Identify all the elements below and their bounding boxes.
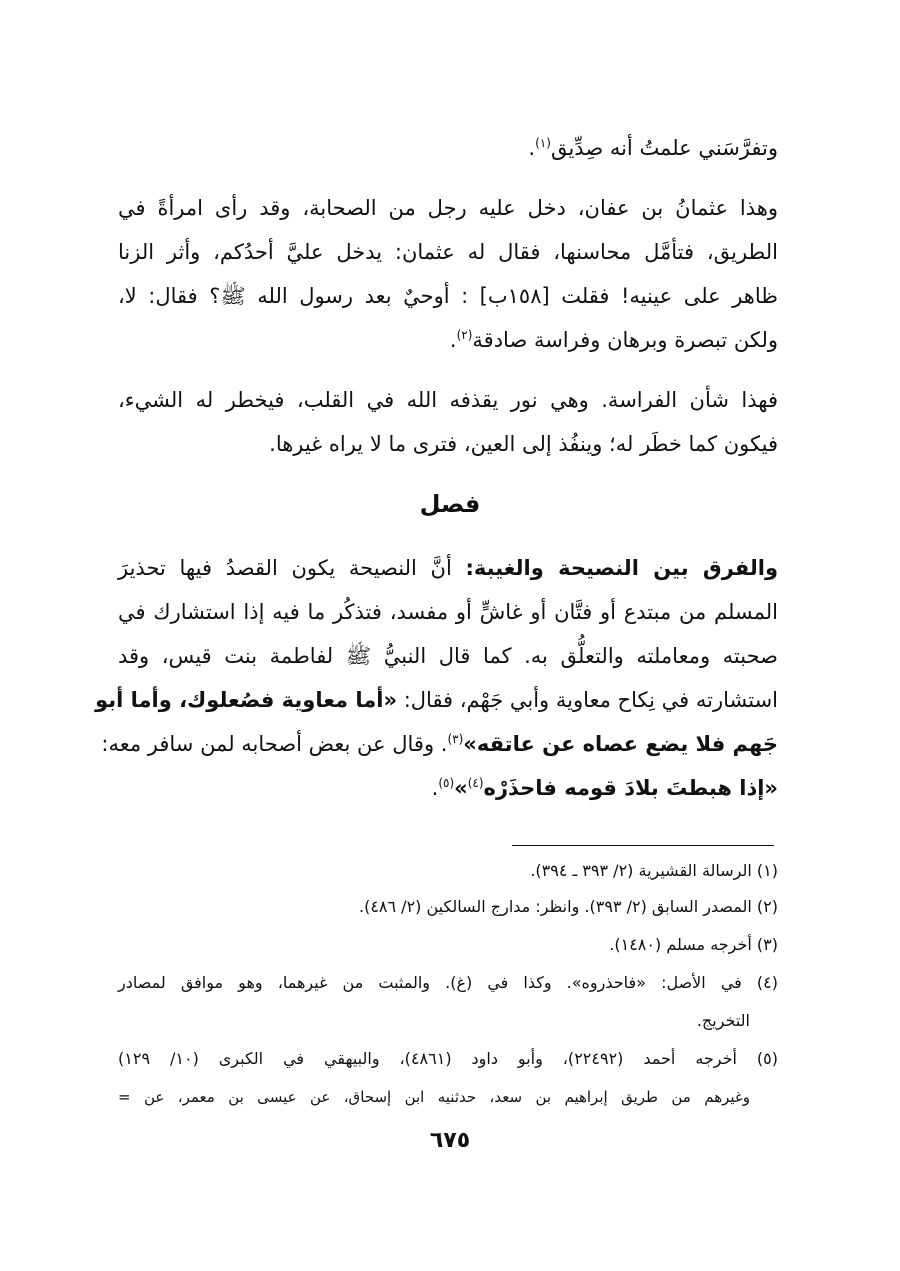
body-line: وتفرَّسَني علمتُ أنه صِدِّيق$^{(١)}$. bbox=[528, 136, 778, 160]
footnote: (١) الرسالة القشيرية (٢/ ٣٩٣ ـ ٣٩٤). bbox=[530, 861, 778, 880]
footnote-ref: (١) bbox=[535, 136, 551, 150]
footnote-ref: (٢) bbox=[456, 328, 473, 342]
body-line: استشارته في نِكاح معاوية وأبي جَهْم، فقال: «أما معاوية فصُعلوك، وأما أبو bbox=[95, 688, 778, 712]
footnote-ref: (٤) bbox=[467, 776, 484, 790]
footnote: (٢) المصدر السابق (٢/ ٣٩٣). وانظر: مدارج السالكين (٢/ ٤٨٦). bbox=[358, 897, 778, 916]
footnote: (٣) أخرجه مسلم (١٤٨٠). bbox=[609, 935, 778, 954]
body-line: وهذا عثمانُ بن عفان، دخل عليه رجل من الصحابة، وقد رأى امرأةً في bbox=[118, 196, 778, 220]
body-line: الطريق، فتأمَّل محاسنها، فقال له عثمان: يدخل عليَّ أحدُكم، وأثر الزنا bbox=[118, 240, 778, 264]
page-number: ٦٧٥ bbox=[429, 1128, 471, 1153]
body-line: المسلم من مبتدع أو فتَّان أو غاشٍّ أو مفسد، فتذكُر ما فيه إذا استشارك في bbox=[118, 600, 778, 624]
body-line: ظاهر على عينيه! فقلت [١٥٨ب] : أوحيٌ بعد رسول الله ﷺ؟ فقال: لا، bbox=[118, 284, 778, 308]
footnote-ref: (٥) bbox=[438, 776, 455, 790]
footnote-ref: (٣) bbox=[447, 732, 464, 746]
body-line: فيكون كما خطَر له؛ وينفُذ إلى العين، فترى ما لا يراه غيرها. bbox=[269, 432, 778, 456]
body-line: صحبته ومعاملته والتعلُّق به. كما قال النبيُّ ﷺ لفاطمة بنت قيس، وقد bbox=[118, 644, 778, 668]
footnote: (٥) أخرجه أحمد (٢٢٤٩٢)، وأبو داود (٤٨٦١)، والبيهقي في الكبرى (١٠/ ١٢٩) bbox=[118, 1049, 779, 1068]
body-line: فهذا شأن الفراسة. وهي نور يقذفه الله في القلب، فيخطر له الشيء، bbox=[118, 388, 778, 412]
body-line: جَهم فلا يضع عصاه عن عاتقه»$^{(٣)}$. وقال عن بعض أصحابه لمن سافر معه: bbox=[101, 732, 778, 756]
body-line: ولكن تبصرة وبرهان وفراسة صادقة$^{(٢)}$. bbox=[449, 328, 778, 352]
footnote-separator bbox=[512, 845, 774, 846]
section-heading: فصل bbox=[419, 490, 481, 518]
body-line: والفرق بين النصيحة والغيبة: أنَّ النصيحة يكون القصدُ فيها تحذيرَ bbox=[118, 556, 779, 580]
footnote-continuation: التخريج. bbox=[696, 1011, 750, 1030]
footnote: (٤) في الأصل: «فاحذروه». وكذا في (غ). والمثبت من غيرهما، وهو موافق لمصادر bbox=[118, 973, 778, 992]
footnote-continuation: وغيرهم من طريق إبراهيم بن سعد، حدثنيه ابن إسحاق، عن عيسى بن معمر، عن = bbox=[118, 1088, 750, 1106]
body-line: «إذا هبطتَ بلادَ قومه فاحذَرْه$^{(٤)}$»$^{(٥)}$. bbox=[431, 776, 778, 800]
